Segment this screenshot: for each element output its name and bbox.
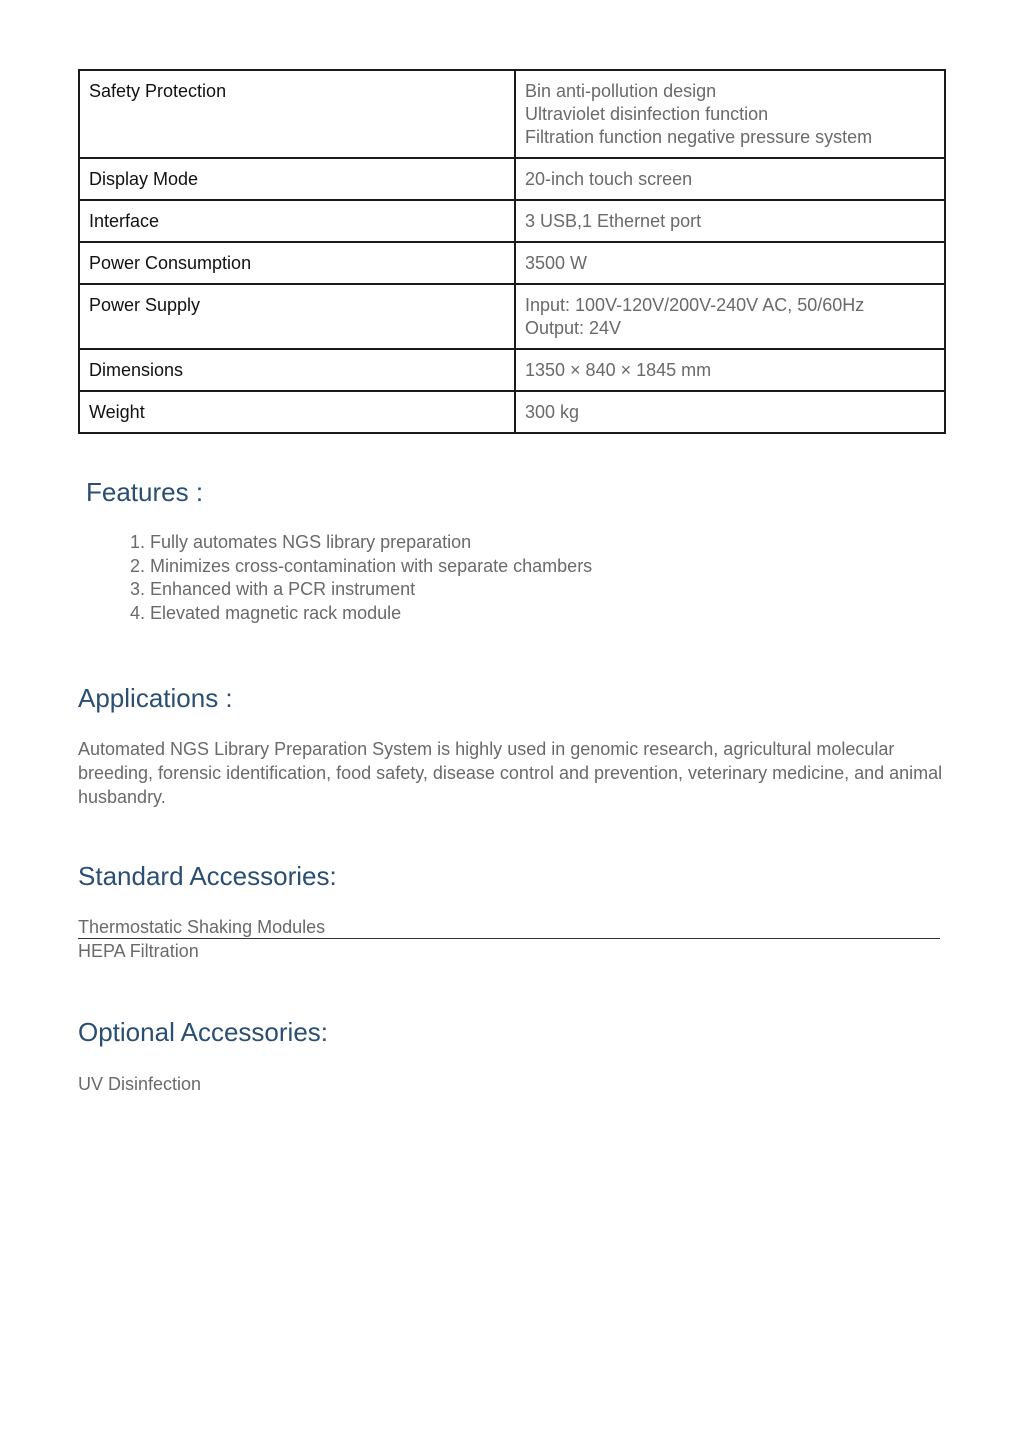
spec-value: [515, 242, 945, 284]
applications-paragraph: Automated NGS Library Preparation System is highly used in genomic research, agricultural molecular breeding, forensic identification, food safety, disease control and prevention, veterinary medicine, and animal husbandry.: [78, 739, 943, 807]
specifications-table: [78, 69, 946, 434]
standard-accessories-heading: Standard Accessories:: [78, 861, 337, 891]
list-item: HEPA Filtration: [78, 941, 199, 961]
spec-value: [515, 284, 945, 349]
list-item: 3. Enhanced with a PCR instrument: [130, 579, 416, 599]
applications-heading: Applications :: [78, 683, 233, 713]
table-row: [79, 284, 945, 349]
standard-accessories-list: [78, 916, 940, 963]
spec-label: Safety Protection: [79, 70, 515, 158]
list-item: Thermostatic Shaking Modules: [78, 916, 940, 939]
features-list: [130, 531, 592, 625]
spec-value-line: 20-inch touch screen: [525, 169, 693, 189]
list-item: 2. Minimizes cross-contamination with separate chambers: [130, 555, 593, 576]
spec-value: [515, 200, 945, 242]
spec-value-line: 3 USB,1 Ethernet port: [525, 211, 702, 231]
optional-accessories-list: [78, 1072, 201, 1096]
spec-value-line: Input: 100V-120V/200V-240V AC, 50/60Hz: [525, 295, 865, 315]
spec-value-line: Ultraviolet disinfection function: [525, 104, 769, 124]
spec-value: [515, 391, 945, 433]
spec-label: Power Consumption: [79, 242, 515, 284]
optional-accessories-heading: Optional Accessories:: [78, 1017, 329, 1047]
list-item: 4. Elevated magnetic rack module: [130, 602, 402, 623]
list-item: UV Disinfection: [78, 1074, 202, 1094]
spec-value-line: 3500 W: [525, 253, 588, 273]
spec-value-line: Filtration function negative pressure system: [525, 127, 873, 147]
table-row: [79, 242, 945, 284]
spec-value: [515, 349, 945, 391]
spec-label: Power Supply: [79, 284, 515, 349]
table-row: [79, 70, 945, 158]
table-row: [79, 158, 945, 200]
spec-label: Interface: [79, 200, 515, 242]
spec-value: [515, 158, 945, 200]
spec-value-line: 300 kg: [525, 402, 580, 422]
spec-label: Weight: [79, 391, 515, 433]
spec-value-line: Bin anti-pollution design: [525, 81, 717, 101]
spec-value: [515, 70, 945, 158]
table-row: [79, 349, 945, 391]
spec-value-line: 1350 × 840 × 1845 mm: [525, 360, 712, 380]
features-heading: Features :: [86, 477, 204, 507]
list-item: 1. Fully automates NGS library preparation: [130, 532, 472, 552]
table-row: [79, 391, 945, 433]
spec-label: Dimensions: [79, 349, 515, 391]
table-row: [79, 200, 945, 242]
spec-value-line: Output: 24V: [525, 318, 622, 338]
spec-label: Display Mode: [79, 158, 515, 200]
